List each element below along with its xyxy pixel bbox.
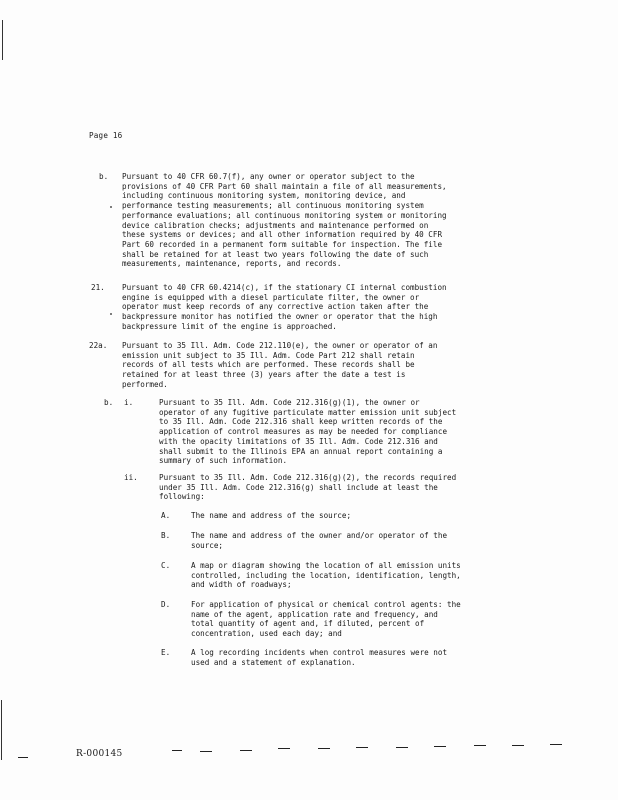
- text-line: following:: [159, 492, 205, 502]
- text-line: The name and address of the owner and/or operator of the: [191, 531, 448, 540]
- text-line: records of all tests which are performed. These records shall be: [122, 360, 415, 370]
- text-line: controlled, including the location, identification, length,: [191, 570, 461, 580]
- item-a-text: [191, 511, 351, 521]
- bates-number: R-000145: [76, 749, 123, 759]
- item-b-text: [191, 531, 447, 550]
- subsection-label-i: i.: [124, 398, 134, 407]
- text-line: performance evaluations; all continuous monitoring system or monitoring: [122, 210, 447, 220]
- text-line: performed.: [122, 379, 168, 389]
- text-line: total quantity of agent and, if diluted, percent of: [191, 619, 425, 629]
- subsection-ii-text: [159, 473, 456, 502]
- scan-speck: [110, 206, 112, 208]
- section-label-21: 21.: [91, 283, 105, 292]
- text-line: operator must keep records of any corrective action taken after the: [122, 302, 429, 312]
- item-c-text: [191, 561, 461, 590]
- text-line: and width of roadways;: [191, 580, 292, 590]
- item-label-a: A.: [161, 511, 171, 520]
- text-line: emission unit subject to 35 Ill. Adm. Code Part 212 shall retain: [122, 350, 415, 360]
- subsection-i-text: [159, 398, 456, 466]
- footer-dash: [550, 744, 562, 745]
- text-line: device calibration checks; adjustments and maintenance performed on: [122, 220, 429, 230]
- footer-dash: [474, 745, 486, 746]
- footer-dash: [356, 747, 368, 748]
- text-line: provisions of 40 CFR Part 60 shall maintain a file of all measurements,: [122, 181, 447, 191]
- text-line: shall submit to the Illinois EPA an annual report containing a: [159, 446, 443, 456]
- text-line: shall be retained for at least two years following the date of such: [122, 249, 429, 259]
- text-line: For application of physical or chemical control agents: the: [191, 600, 461, 609]
- text-line: engine is equipped with a diesel particulate filter, the owner or: [122, 292, 420, 302]
- section-b-text: [122, 172, 447, 269]
- text-line: under 35 Ill. Adm. Code 212.316(g) shall include at least the: [159, 482, 438, 492]
- footer-dash: [278, 748, 290, 749]
- text-line: to 35 Ill. Adm. Code 212.316 shall keep written records of the: [159, 417, 443, 427]
- footer-dash: [396, 747, 408, 748]
- text-line: with the opacity limitations of 35 Ill. Adm. Code 212.316 and: [159, 436, 438, 446]
- text-line: performance testing measurements; all continuous monitoring system: [122, 201, 424, 211]
- page-number: Page 16: [89, 131, 123, 140]
- item-label-c: C.: [161, 561, 171, 570]
- item-e-text: [191, 648, 447, 667]
- section-label-22b: b.: [104, 398, 114, 407]
- text-line: backpressure limit of the engine is approached.: [122, 321, 337, 331]
- footer-dash: [318, 748, 330, 749]
- footer-dash: [512, 745, 524, 746]
- text-line: measurements, maintenance, reports, and records.: [122, 259, 342, 269]
- section-label-b: b.: [99, 172, 109, 181]
- text-line: Pursuant to 35 Ill. Adm. Code 212.316(g)(2), the records required: [159, 473, 457, 482]
- text-line: Pursuant to 35 Ill. Adm. Code 212.110(e), the owner or operator of an: [122, 341, 438, 350]
- text-line: application of control measures as may be needed for compliance: [159, 427, 448, 437]
- text-line: source;: [191, 540, 224, 550]
- text-line: concentration, used each day; and: [191, 629, 342, 639]
- footer-dash: [18, 757, 28, 758]
- text-line: Pursuant to 40 CFR 60.7(f), any owner or operator subject to the: [122, 172, 415, 181]
- item-label-d: D.: [161, 600, 171, 609]
- section-22a-text: [122, 341, 437, 390]
- subsection-label-ii: ii.: [124, 473, 138, 482]
- scan-edge-mark: [2, 20, 3, 60]
- item-d-text: [191, 600, 461, 639]
- footer-dash: [172, 750, 182, 751]
- section-label-22a: 22a.: [89, 341, 108, 350]
- footer-dash: [434, 746, 446, 747]
- text-line: Pursuant to 40 CFR 60.4214(c), if the stationary CI internal combustion: [122, 283, 447, 292]
- section-21-text: [122, 283, 447, 332]
- text-line: summary of such information.: [159, 456, 288, 466]
- text-line: operator of any fugitive particulate matter emission unit subject: [159, 407, 457, 417]
- text-line: these systems or devices; and all other information required by 40 CFR: [122, 230, 443, 240]
- text-line: The name and address of the source;: [191, 511, 352, 520]
- text-line: backpressure monitor has notified the owner or operator that the high: [122, 312, 438, 322]
- text-line: Pursuant to 35 Ill. Adm. Code 212.316(g)(1), the owner or: [159, 398, 420, 407]
- text-line: used and a statement of explanation.: [191, 657, 356, 667]
- scan-edge-mark: [1, 700, 2, 760]
- text-line: A log recording incidents when control measures were not: [191, 648, 448, 657]
- text-line: retained for at least three (3) years after the date a test is: [122, 370, 406, 380]
- text-line: including continuous monitoring system, monitoring device, and: [122, 191, 406, 201]
- text-line: Part 60 recorded in a permanent form suitable for inspection. The file: [122, 239, 443, 249]
- scan-speck: [110, 313, 112, 315]
- footer-dash: [240, 750, 252, 751]
- text-line: name of the agent, application rate and frequency, and: [191, 609, 438, 619]
- item-label-b: B.: [161, 531, 171, 540]
- text-line: A map or diagram showing the location of all emission units: [191, 561, 461, 570]
- item-label-e: E.: [161, 648, 171, 657]
- footer-dash: [200, 751, 212, 752]
